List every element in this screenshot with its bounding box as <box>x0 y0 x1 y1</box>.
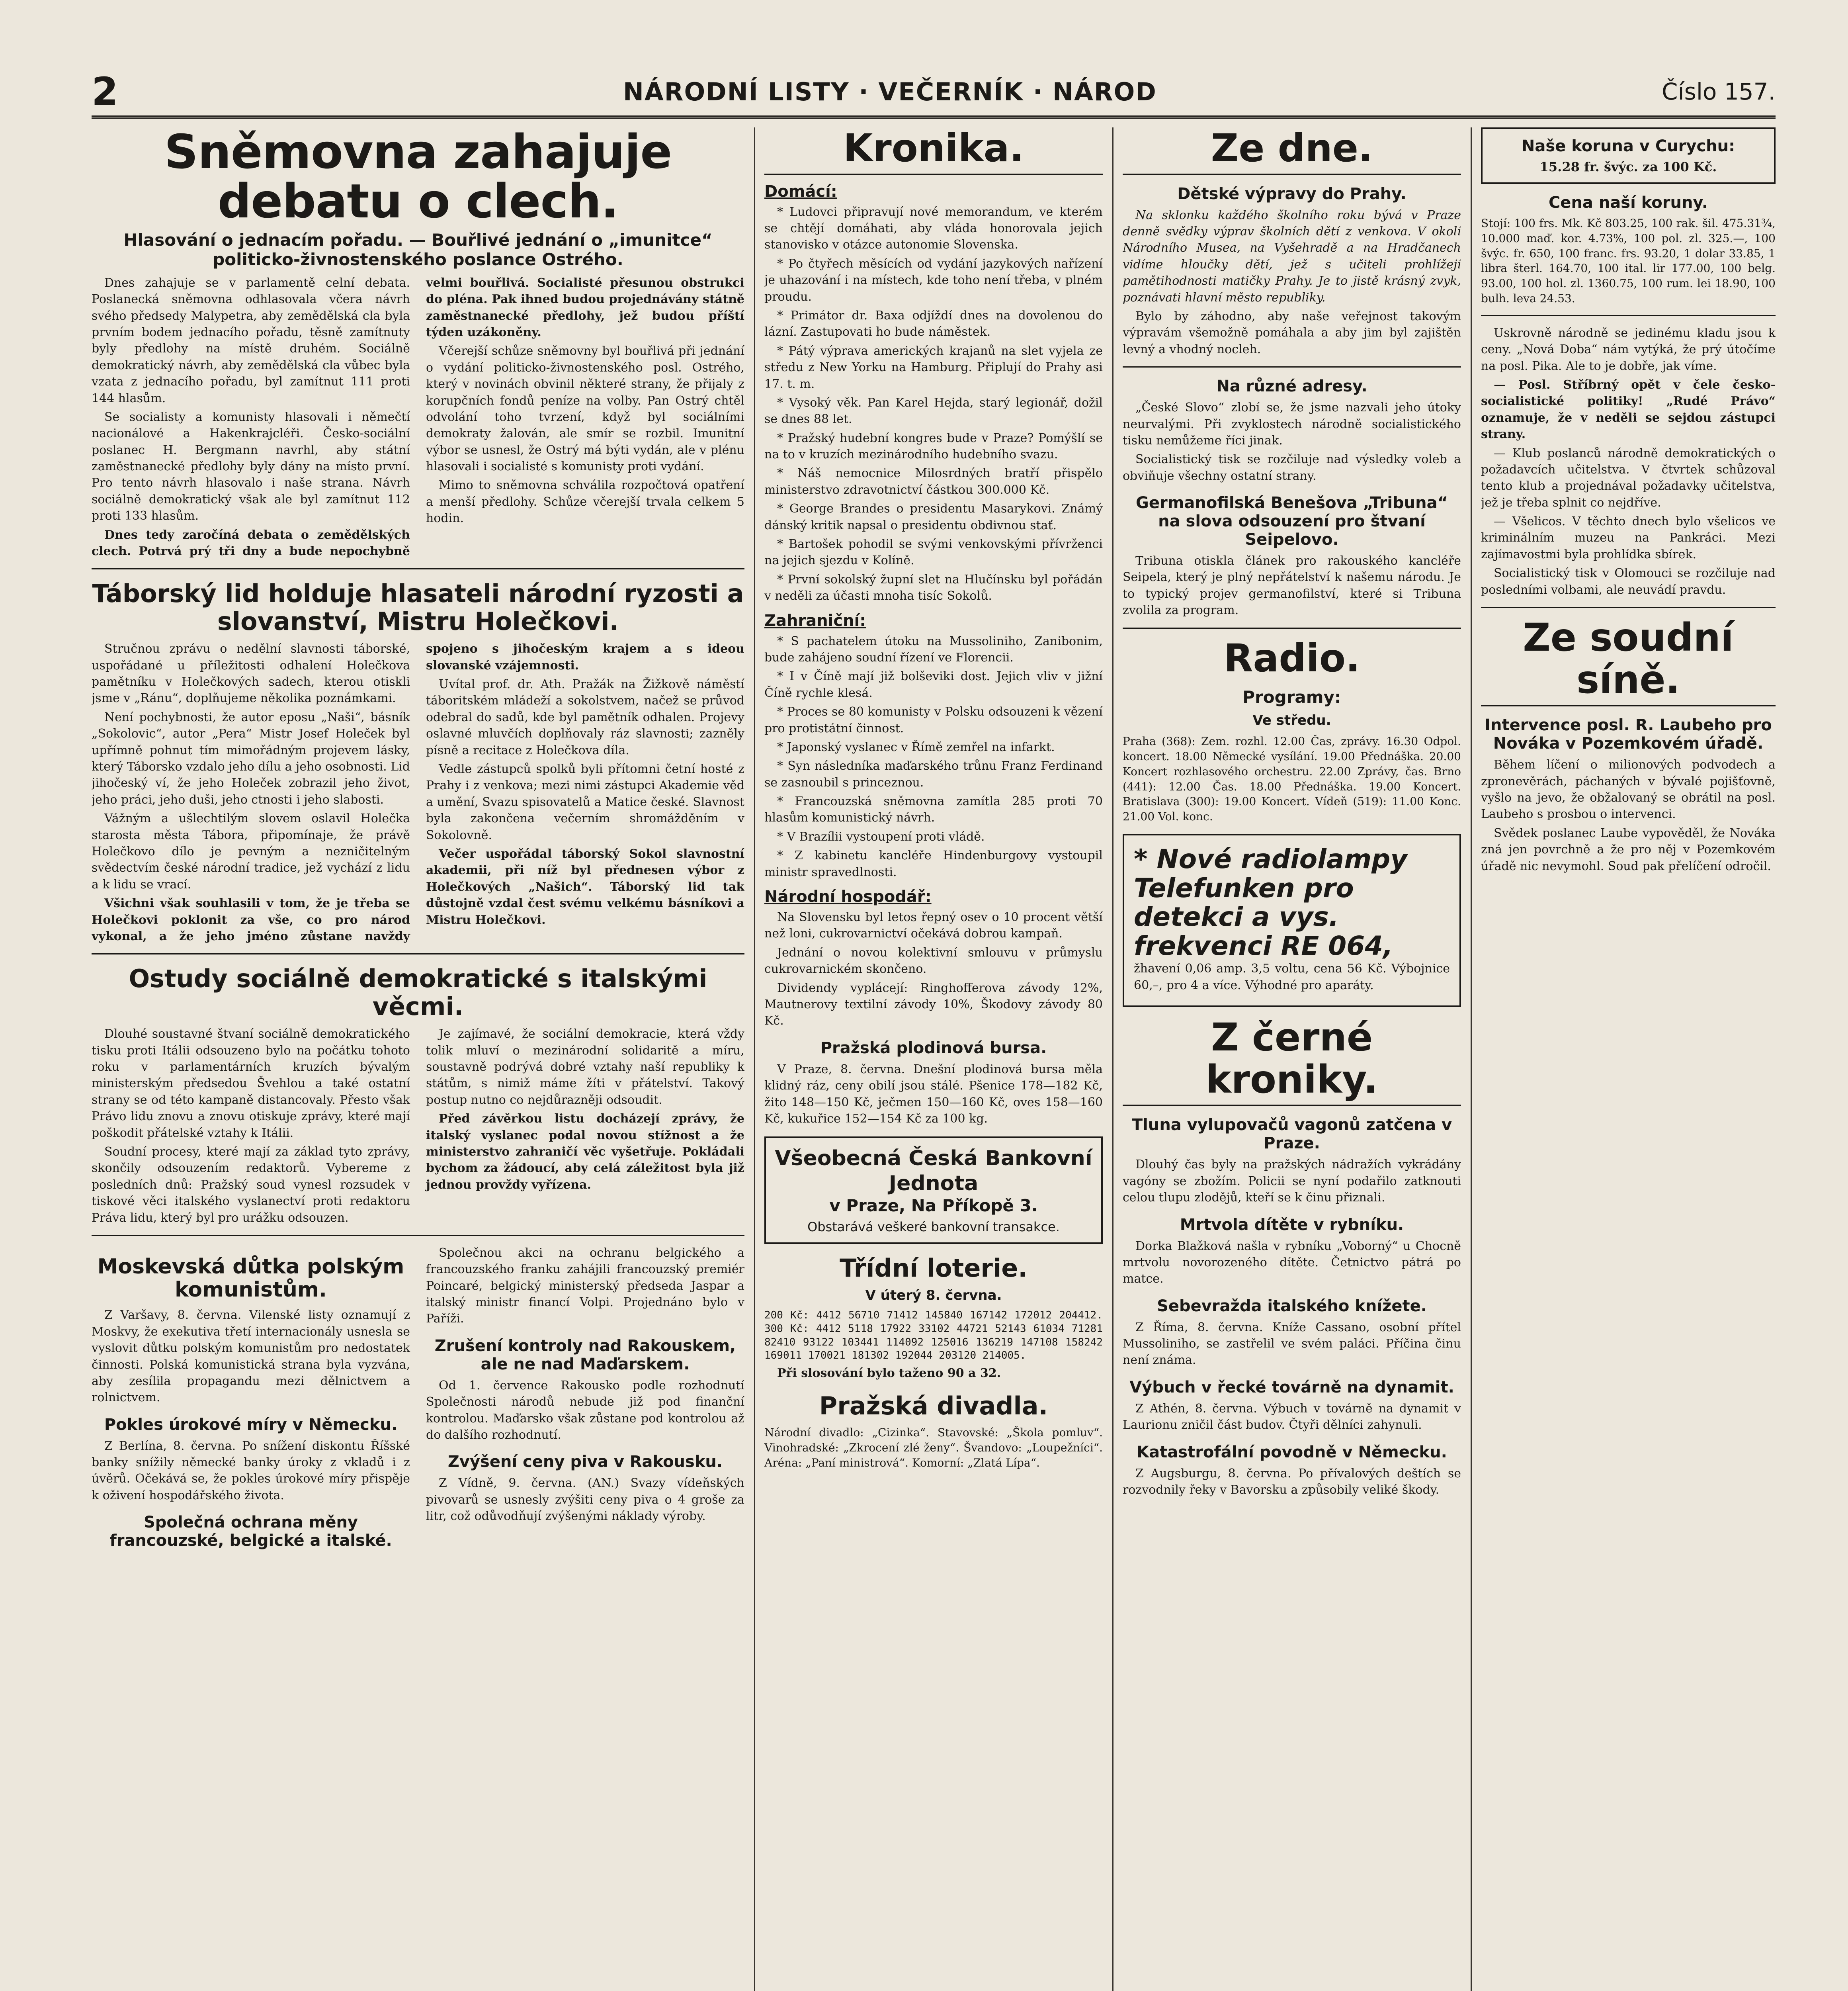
article-title: Intervence posl. R. Laubeho pro Nováka v Pozemkovém úřadě. <box>1485 716 1772 753</box>
paragraph: Z Varšavy, 8. června. Vilenské listy oznamují z Moskvy, že exekutiva třetí internacionály usnesla se vyslovit důtku polským komunistům pro nedostatek činnosti. Polská komunistická strana byla vyzvána, aby zesílila propagandu mezi dělnictvem a rolnictvem. <box>92 1308 410 1405</box>
article-title: Sebevražda italského knížete. <box>1157 1297 1427 1315</box>
section-title: Radio. <box>1223 636 1360 681</box>
section-title: Z černé kroniky. <box>1123 1017 1461 1106</box>
article-title: Třídní loterie. <box>840 1253 1028 1283</box>
article-title: Tluna vylupovačů vagonů zatčena v Praze. <box>1131 1116 1452 1153</box>
bank-name: Všeobecná Česká Bankovní Jednota <box>775 1146 1092 1195</box>
news-item: * Z kabinetu kancléře Hindenburgovy vystoupil ministr spravedlnosti. <box>764 849 1103 879</box>
currency-box <box>1481 127 1776 184</box>
paragraph: — Posl. Stříbrný opět v čele česko-socialistické politiky! „Rudé Právo“ oznamuje, že v neděli se sejdou zástupci strany. <box>1481 377 1776 442</box>
news-item: * Bartošek pohodil se svými venkovskými přívrženci na jejich sjezdu v Kolíně. <box>764 537 1103 568</box>
article-subtitle: V úterý 8. června. <box>865 1287 1002 1303</box>
news-item: * George Brandes o presidentu Masarykovi. Známý dánský kritik napsal o presidentu obdivnou stať. <box>764 502 1103 532</box>
paragraph: — Klub poslanců národně demokratických o požadavcích učitelstva. V čtvrtek schůzoval tento klub a projednával požadavky učitelstva, jež je třeba splnit co nejdříve. <box>1481 446 1776 510</box>
section-label: Zahraniční: <box>764 611 866 630</box>
article-body <box>92 641 744 945</box>
news-item: Na Slovensku byl letos řepný osev o 10 procent větší než loni, cukrovarnictví očekává dobrou kampaň. <box>764 910 1103 941</box>
short-news <box>92 1245 744 1550</box>
article-title: Zrušení kontroly nad Rakouskem, ale ne nad Maďarskem. <box>434 1336 736 1373</box>
paragraph: Bylo by záhodno, aby naše veřejnost takovým výpravám všemožně pomáhala a aby jim byl zajištěn levný a vhodný nocleh. <box>1123 309 1461 356</box>
radio-programme: Praha (368): Zem. rozhl. 12.00 Čas, zprávy. 16.30 Odpol. koncert. 18.00 Německé vysílání. 19.00 Přednáška. 20.00 Koncert rozhlasového orchestru. 22.00 Zprávy, čas. Brno (441): 12.00 Čas. 18.00 Přednáška. 19.00 Koncert. Bratislava (300): 19.00 Koncert. Vídeň (519): 11.00 Konc. 21.00 Vol. konc. <box>1123 735 1461 823</box>
section-title: Ze soudní síně. <box>1481 617 1776 706</box>
lottery-numbers: 200 Kč: 4412 56710 71412 145840 167142 172012 204412. 300 Kč: 4412 5118 17922 33102 44721 52143 61034 71281 82410 93122 103441 114092 125016 136219 147108 158242 169011 170021 181302 192044 203120 214005. <box>764 1309 1103 1362</box>
paragraph: Z Berlína, 8. června. Po snížení diskontu Říšské banky snížily německé banky úroky z vkladů i z úvěrů. Očekává se, že pokles úrokové míry přispěje k oživení hospodářského života. <box>92 1439 410 1502</box>
news-item: * Pražský hudební kongres bude v Praze? Pomýšlí se na to v kruzích mezinárodního hudebního svazu. <box>764 431 1103 462</box>
radio-lamp-advertisement <box>1123 834 1461 1007</box>
paragraph: Je zajímavé, že sociální demokracie, která vždy tolik mluví o mezinárodní solidaritě a míru, soustavně podrývá dobré vztahy naší republiky k státům, s nimiž máme žíti v přátelství. Takový postup nutno co nejdůrazněji odsoudit. <box>426 1027 744 1107</box>
currency-rate: 15.28 fr. švýc. za 100 Kč. <box>1539 159 1717 174</box>
paragraph: Dnes tedy zaročíná debata o zemědělských clech. Potrvá prý tři dny a bude nepochybně velmi bouřlivá. Socialisté přesunou obstrukci do pléna. Pak ihned budou projednávány státně zaměstnanecké předlohy, jež budou příští týden uzákoněny. <box>92 276 744 559</box>
paragraph: Dlouhé soustavné štvaní sociálně demokratického tisku proti Itálii odsouzeno bylo na počátku tohoto roku v parlamentárních kruzích bývalým ministerským předsedou Švehlou a také ostatní strany se od této kampaně distancovaly. Přesto však Právo lidu znovu a znovu otiskuje zprávy, které mají poškodit přátelské vztahy k Itálii. <box>92 1027 410 1140</box>
article-body <box>92 275 744 560</box>
news-item: * Primátor dr. Baxa odjíždí dnes na dovolenou do lázní. Zastupovati ho bude náměstek. <box>764 308 1103 339</box>
paragraph: Na sklonku každého školního roku bývá v Praze denně svědky výprav školních dětí z venkova. V okolí Národního Musea, na Vyšehradě a na Hradčanech vidíme hloučky dětí, jež s učiteli prohlížejí pamětihodnosti matičky Prahy. Je to jistě krásný zvyk, poznávati hlavní město republiky. <box>1123 208 1461 305</box>
paragraph: V Praze, 8. června. Dnešní plodinová bursa měla klidný ráz, ceny obilí jsou stálé. Pšenice 178—182 Kč, žito 148—150 Kč, ječmen 150—160 Kč, oves 158—160 Kč, kukuřice 152—154 Kč za 100 kg. <box>764 1062 1103 1126</box>
paragraph: Není pochybnosti, že autor eposu „Naši“, básník „Sokolovic“, autor „Pera“ Mistr Josef Holeček byl upřímně pohnut tím mimořádným projevem lásky, který Táborsko vzdalo jeho dílu a jeho osobnosti. Lid jihočeský ví, že jeho Holeček zobrazil jeho život, jeho práci, jeho duši, jeho ctnosti i jeho slabosti. <box>92 710 410 807</box>
ad-headline: * Nové radiolampy Telefunken pro detekci a vys. frekvenci RE 064, <box>1134 844 1408 961</box>
bank-tagline: Obstarává veškeré bankovní transakce. <box>807 1219 1060 1234</box>
news-item: * Francouzská sněmovna zamítla 285 proti 70 hlasům komunistický návrh. <box>764 794 1103 825</box>
section-label: Národní hospodář: <box>764 888 932 906</box>
news-item: * I v Číně mají již bolševiki dost. Jejich vliv v jižní Číně rychle klesá. <box>764 669 1103 700</box>
news-item: * Po čtyřech měsících od vydání jazykových nařízení je uhazování i na místech, kde toho není třeba, v plném proudu. <box>764 256 1103 304</box>
news-item: * Ludovci připravují nové memorandum, ve kterém se chtějí domáhati, aby vláda honorovala jejich stanovisko v otázce autonomie Slovenska. <box>764 205 1103 252</box>
paragraph: Uskrovně národně se jedinému kladu jsou k ceny. „Nová Doba“ nám vytýká, že prý útočíme na posl. Pika. Ale to je dobře, jak víme. <box>1481 326 1776 373</box>
paragraph: — Všelicos. V těchto dnech bylo všelicos ve kriminálním muzeu na Pankráci. Mezi zajímavostmi byla prohlídka sbírek. <box>1481 514 1776 561</box>
article-body <box>92 1026 744 1226</box>
paragraph: Vedle zástupců spolků byli přítomni četní hosté z Prahy i z venkova; mezi nimi zástupci Akademie věd a umění, Svazu spisovatelů a Matice české. Slavnost byla zakončena večerním shromážděním v Sokolovně. <box>426 762 744 842</box>
news-item: * Proces se 80 komunisty v Polsku odsouzeni k vězení pro protistátní činnost. <box>764 705 1103 735</box>
divider <box>92 953 744 954</box>
article-title: Mrtvola dítěte v rybníku. <box>1180 1215 1404 1234</box>
article-title: Cena naší koruny. <box>1548 194 1708 212</box>
section-subtitle: Programy: <box>1242 687 1341 707</box>
paper-title: NÁRODNÍ LISTY · VEČERNÍK · NÁROD <box>623 77 1157 106</box>
paragraph: Uvítal prof. dr. Ath. Pražák na Žižkově náměstí táboritském mládeží a sokolstvem, načež se průvod odebral do sadů, kde byl pamětník odhalen. Projevy oslavné mluvčích doplňovaly ráz slavnosti; zazněly písně a recitace z Holečkova díla. <box>426 677 744 757</box>
issue-number: Číslo 157. <box>1661 78 1776 105</box>
news-item: * První sokolský župní slet na Hlučínsku byl pořádán v neděli za účasti mnoha tisíc Sokolů. <box>764 572 1103 603</box>
paragraph: Vážným a ušlechtilým slovem oslavil Holečka starosta města Tábora, připomínaje, že právě Holečkovo dílo je pevným a nezničitelným svědectvím české národní tradice, jež vychází z lidu a k lidu se vrací. <box>92 812 410 892</box>
section-label: Domácí: <box>764 182 837 201</box>
paragraph: Včerejší schůze sněmovny byl bouřlivá při jednání o vydání politicko-živnostenského posl. Ostrého, který v novinách obvinil některé strany, že přijaly z korupčních fondů peníze na volby. Pan Ostrý chtěl odvolání toho tvrzení, když byl sociálními demokraty žalován, ale smír se rozbil. Imunitní výbor se usnesl, že Ostrý má býti vydán, ale v plénu hlasovali i socialisté s komunisty proti vydání. <box>426 344 744 474</box>
paragraph: Z Athén, 8. června. Výbuch v továrně na dynamit v Laurionu zničil část budov. Čtyři dělníci zahynuli. <box>1123 1401 1461 1432</box>
column-currency-court <box>1481 127 1776 1991</box>
exchange-rates: Stojí: 100 frs. Mk. Kč 803.25, 100 rak. šil. 475.31¾, 10.000 maď. kor. 4.73%, 100 pol. zl. 325.—, 100 švýc. fr. 650, 100 franc. frs. 93.20, 1 dolar 33.85, 1 libra šterl. 164.70, 100 ital. lir 177.00, 100 belg. 93.00, 100 hol. zl. 1360.75, 100 rum. lei 18.90, 100 bulh. leva 24.53. <box>1481 217 1776 305</box>
article-title: Pokles úrokové míry v Německu. <box>104 1415 398 1434</box>
news-item: * Vysoký věk. Pan Karel Hejda, starý legionář, dožil se dnes 88 let. <box>764 395 1103 426</box>
paragraph: Mimo to sněmovna schválila rozpočtová opatření a menší předlohy. Schůze včerejší trvala celkem 5 hodin. <box>426 478 744 526</box>
paragraph: Tribuna otiskla článek pro rakouského kancléře Seipela, který je plný nepřátelství k našemu národu. Je to typický projev germanofilství, které si Tribuna zvolila za program. <box>1123 554 1461 618</box>
bank-address: v Praze, Na Příkopě 3. <box>829 1196 1038 1216</box>
article-title: Moskevská důtka polským komunistům. <box>97 1254 404 1302</box>
paragraph: Dorka Blažková našla v rybníku „Voborný“ u Chocně mrtvolu novorozeného dítěte. Četnictvo pátrá po matce. <box>1123 1239 1461 1286</box>
divider <box>1123 628 1461 629</box>
article-title: Dětské výpravy do Prahy. <box>1177 184 1407 203</box>
currency-title: Naše koruna v Curychu: <box>1521 137 1735 155</box>
paragraph: Společnou akci na ochranu belgického a francouzského franku zahájili francouzský premiér Poincaré, belgický ministerský předseda Jaspar a italský ministr financí Volpi. Projednáno bylo v Paříži. <box>426 1246 744 1326</box>
column-rule <box>1112 127 1113 1991</box>
news-item: * Japonský vyslanec v Římě zemřel na infarkt. <box>777 740 1055 754</box>
paragraph: Večer uspořádal táborský Sokol slavnostní akademii, při níž byl přednesen výbor z Holečkových „Našich“. Táborský lid tak důstojně vzdal čest svému velkému básníkovi a Mistru Holečkovi. <box>426 847 744 927</box>
paragraph: Z Říma, 8. června. Kníže Cassano, osobní přítel Mussoliniho, se zastřelil ve svém paláci. Příčina činu není známa. <box>1123 1320 1461 1367</box>
article-subtitle: Hlasování o jednacím pořadu. — Bouřlivé jednání o „imunitce“ politicko-živnostenského poslance Ostrého. <box>123 230 713 269</box>
column-from-the-day <box>1123 127 1461 1991</box>
paragraph: Socialistický tisk se rozčiluje nad výsledky voleb a obviňuje všechny ostatní strany. <box>1123 452 1461 483</box>
article-title: Na různé adresy. <box>1216 377 1367 396</box>
article-title: Zvýšení ceny piva v Rakousku. <box>447 1453 723 1471</box>
article-title: Germanofilská Benešova „Tribuna“ na slova odsouzení pro štvaní Seipelovo. <box>1136 494 1448 549</box>
column-rule <box>754 127 755 1991</box>
paragraph: Soudní procesy, které mají za základ tyto zprávy, skončily odsouzením redaktorů. Vybereme z posledních dnů: Pražský soud vynesl rozsudek v tiskové věci italského vyslanectví proti redaktoru Práva lidu, který byl pro urážku odsouzen. <box>92 1144 410 1225</box>
ad-text: žhavení 0,06 amp. 3,5 voltu, cena 56 Kč. Výbojnice 60,–, pro 4 a více. Výhodné pro aparáty. <box>1134 962 1450 992</box>
paragraph: Socialistický tisk v Olomouci se rozčiluje nad posledními volbami, ale neuvádí pravdu. <box>1481 566 1776 597</box>
news-item: * Syn následníka maďarského trůnu Franz Ferdinand se zasnoubil s princeznou. <box>764 759 1103 790</box>
divider <box>92 568 744 569</box>
article-title: Katastrofální povodně v Německu. <box>1137 1443 1447 1461</box>
paragraph: Všichni však souhlasili v tom, že je třeba se Holečkovi poklonit za vše, co pro národ vykonal, a že jeho jméno zůstane navždy spojeno s jihočeským krajem a s ideou slovanské vzájemnosti. <box>92 642 744 943</box>
theatre-listing: Národní divadlo: „Cizinka“. Stavovské: „Škola pomluv“. Vinohradské: „Zkrocení zlé ženy“. Švandovo: „Loupežníci“. Aréna: „Paní ministrová“. Komorní: „Zlatá Lípa“. <box>764 1426 1103 1469</box>
divider <box>1123 366 1461 368</box>
news-item: * Pátý výprava amerických krajanů na slet vyjela ze středu z New Yorku na Hamburg. Připlují do Prahy asi 17. t. m. <box>764 344 1103 391</box>
divider <box>92 1235 744 1236</box>
column-politics <box>92 127 744 1991</box>
divider <box>1481 315 1776 316</box>
page-number: 2 <box>92 69 118 114</box>
article-title: Pražská divadla. <box>819 1391 1048 1420</box>
paragraph: Dlouhý čas byly na pražských nádražích vykrádány vagóny se zbožím. Policii se nyní podařilo zatknouti celou tlupu zlodějů, kteří se k činu přiznali. <box>1123 1158 1461 1205</box>
masthead <box>92 68 1776 119</box>
column-chronicle <box>764 127 1103 1991</box>
article-title: Táborský lid holduje hlasateli národní ryzosti a slovanství, Mistru Holečkovi. <box>92 579 744 636</box>
news-item: Jednání o novou kolektivní smlouvu v průmyslu cukrovarnickém skončeno. <box>764 945 1103 976</box>
paragraph: Dnes zahajuje se v parlamentě celní debata. Poslanecká sněmovna odhlasovala včera návrh svého předsedy Malypetra, aby zemědělská cla byla prvním bodem jednacího pořadu, těsně zamítnuty byly předlohy na místě druhém. Sociálně demokratický návrh, aby zemědělská cla vůbec byla vzata z jednacího pořadu, byl zamítnut 111 proti 144 hlasům. <box>92 276 410 405</box>
paragraph: Před závěrkou listu docházejí zprávy, že italský vyslanec podal novou stížnost a že ministerstvo zahraničí věc vyšetřuje. Pokládali bychom za žádoucí, aby celá záležitost byla již jednou provždy vyřízena. <box>426 1112 744 1192</box>
paragraph: Při slosování bylo taženo 90 a 32. <box>777 1366 1001 1381</box>
paragraph: Z Vídně, 9. června. (AN.) Svazy vídeňských pivovarů se usnesly zvýšiti ceny piva o 4 groše za litr, což odůvodňují zvýšenými náklady výroby. <box>426 1476 744 1524</box>
radio-day: Ve středu. <box>1252 712 1331 729</box>
column-rule <box>1471 127 1472 1991</box>
article-title: Společná ochrana měny francouzské, belgické a italské. <box>109 1513 392 1550</box>
news-item: * S pachatelem útoku na Mussoliniho, Zanibonim, bude zahájeno soudní řízení ve Florencii. <box>764 634 1103 665</box>
paragraph: „České Slovo“ zlobí se, že jsme nazvali jeho útoky neurvalými. Při zvyklostech národně socialistického tisku nemůžeme říci jinak. <box>1123 401 1461 448</box>
section-title: Kronika. <box>764 127 1103 175</box>
section-title: Ze dne. <box>1123 127 1461 175</box>
paragraph: Během líčení o milionových podvodech a zpronevěrách, páchaných v bývalé pojišťovně, vyšlo na jevo, že obžalovaný se obrátil na posl. Laubeho s prosbou o intervenci. <box>1481 758 1776 821</box>
article-title: Sněmovna zahajuje debatu o clech. <box>164 127 672 229</box>
bank-advertisement <box>764 1136 1103 1244</box>
paragraph: Od 1. července Rakousko podle rozhodnutí Společnosti národů nebude již pod finanční kontrolou. Maďarsko však zůstane pod kontrolou až do dalšího rozhodnutí. <box>426 1378 744 1442</box>
news-item: Dividendy vyplácejí: Ringhofferova závody 12%, Mautnerovy textilní závody 10%, Škodovy závody 80 Kč. <box>764 981 1103 1028</box>
divider <box>1481 607 1776 608</box>
article-title: Ostudy sociálně demokratické s italskými věcmi. <box>129 964 707 1021</box>
paragraph: Z Augsburgu, 8. června. Po přívalových deštích se rozvodnily řeky v Bavorsku a způsobily veliké škody. <box>1123 1466 1461 1497</box>
article-title: Výbuch v řecké továrně na dynamit. <box>1129 1378 1454 1396</box>
paragraph: Se socialisty a komunisty hlasovali i němečtí nacionálové a Hakenkrajcléři. Česko-sociální poslanec H. Bergmann navrhl, aby státní zaměstnanecké předlohy byly dány na místo první. Pro tento návrh hlasovalo i naše strana. Návrh sociálně demokratický však ale byl zamítnut 112 proti 133 hlasům. <box>92 410 410 523</box>
article-title: Pražská plodinová bursa. <box>820 1039 1047 1057</box>
paragraph: Svědek poslanec Laube vypověděl, že Nováka zná jen povrchně a že pro něj v Pozemkovém úřadě nic nevymohl. Soud pak přelíčení odročil. <box>1481 826 1776 873</box>
news-item: * V Brazílii vystoupení proti vládě. <box>777 829 985 844</box>
paragraph: Stručnou zprávu o nedělní slavnosti táborské, uspořádané u příležitosti odhalení Holečkova pamětníku v Holečkových sadech, kterou otiskli jsme v „Ránu“, doplňujeme několika poznámkami. <box>92 642 410 706</box>
news-item: * Náš nemocnice Milosrdných bratří přispělo ministerstvo zdravotnictví částkou 300.000 Kč. <box>764 466 1103 497</box>
